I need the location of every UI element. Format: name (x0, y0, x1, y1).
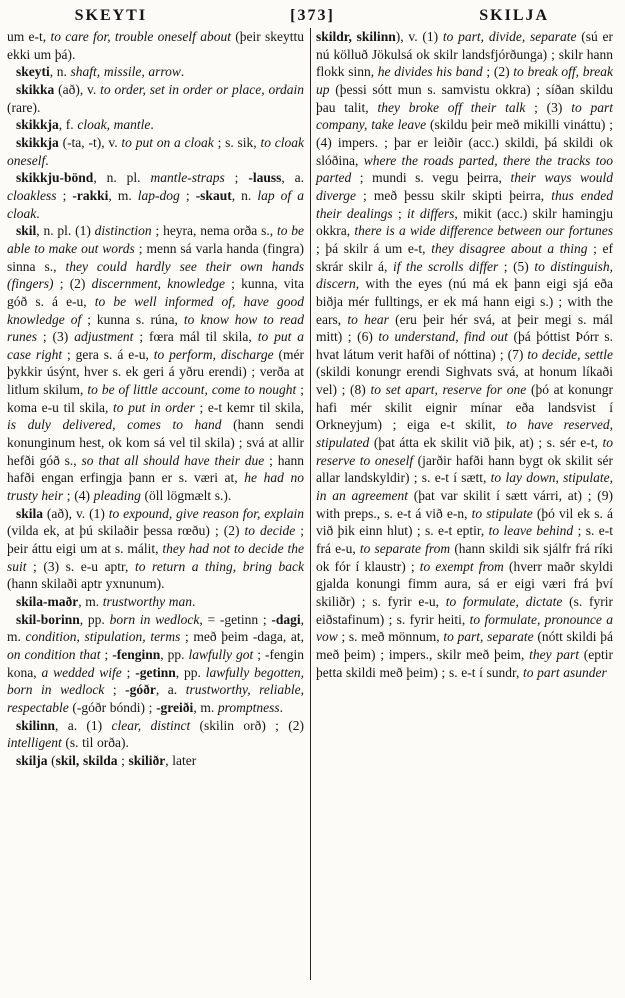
dictionary-entry: skikkja (-ta, -t), v. to put on a cloak ; s. sik, to cloak oneself. (7, 134, 304, 168)
left-column (7, 28, 304, 980)
column-divider (310, 28, 311, 980)
dictionary-entry: skeyti, n. shaft, missile, arrow. (16, 64, 185, 80)
header-right-word: SKILJA (479, 7, 550, 24)
entry-continuation: skildr, skilinn), v. (1) to part, divide, separate (sú er nú kölluð Jökulsá ok skilr landsfjórðunga) ; skilr hann flokk sinn, he divides his band ; (2) to break off, break up (þessi sótt mun s. samvistu okkra) ; síðan skildu þau talit, they broke off their talk ; (3) to part company, take leave (skildu þeir með mikilli vináttu) ; (4) impers. ; þar er leiðir (acc.) skildi, þá skildi ok slóðina, where the roads parted, there the tracks too parted ; mundi s. vegu þeirra, their ways would diverge ; með þessu skilr skipti þeirra, thus ended their dealings ; it differs, mikit (acc.) skilr hamingju okkra, there is a wide difference between our fortunes ; þá skilr á um e-t, they disagree about a thing ; ef skrár skilr á, if the scrolls differ ; (5) to distinguish, discern, with the eyes (nú má ek þann eigi sjá eða biðja mér fulltings, er ek má hann eigi s.) ; with the ears, to hear (eru þeir hér svá, at þeir megi s. mál mitt) ; (6) to understand, find out (þá þóttist Þórr s. hvat látum verit hafði of nóttina) ; (7) to decide, settle (skildi konungr erendi Sighvats svá, at honum líkaði vel) ; (8) to set apart, reserve for one (þó at konungr hafi mér skilit eignir mínar eða landsvist í Orkneyjum) ; eiga e-t skilit, to have reserved, stipulated (þat átta ek skilit við þik, at) ; s. sér e-t, to reserve to oneself (jarðir hafði hann bygt ok skilit sér allar landskyldir) ; s. e-t í sætt, to lay down, stipulate, in an agreement (þat var skilit í sætt várri, at) ; (9) with preps., s. e-t á við e-n, to stipulate (þó vil ek s. á við þik einn hlut) ; s. e-t eptir, to leave behind ; s. e-t frá e-u, to separate from (hann skildi sik sjálfr frá ríki ok fór í klaustr) ; to exempt from (hverr maðr skyldi gjalda konungi fimm aura, sá er eigi væri frá því skiliðr) ; s. fyrir e-u, to formulate, dictate (s. fyrir eiðstafinum) ; s. fyrir heiti, to formulate, pronounce a vow ; s. með mönnum, to part, separate (nótt skildi þá með þeim) ; impers., skilr með þeim, they part (eptir þetta skildi með þeim) ; s. e-t í sundr, to part asunder (316, 29, 614, 680)
dictionary-entry: skikka (að), v. to order, set in order or place, ordain (rare). (7, 81, 304, 115)
header-left-word: SKEYTI (74, 7, 148, 24)
right-column (316, 28, 613, 980)
dictionary-entry: skikkju-bönd, n. pl. mantle-straps ; -lauss, a. cloakless ; -rakki, m. lap-dog ; -skaut, n. lap of a cloak. (7, 170, 305, 221)
dictionary-entry: skila-maðr, m. trustworthy man. (16, 594, 196, 609)
text-columns (0, 28, 625, 980)
dictionary-entry: skila (að), v. (1) to expound, give reason for, explain (vilda ek, at þú skilaðir þessa rœðu) ; (2) to decide ; þeir áttu eigi um at s. málit, they had not to decide the suit ; (3) s. e-u aptr, to return a thing, bring back (hann skilaði aptr yxnunum). (7, 505, 305, 592)
dictionary-entry: skilinn, a. (1) clear, distinct (skilin orð) ; (2) intelligent (s. til orða). (7, 717, 304, 751)
dictionary-entry: skikkja, f. cloak, mantle. (16, 117, 154, 133)
dictionary-entry: skilja (skil, skilda ; skiliðr, later (16, 752, 197, 768)
dictionary-entry: skil-borinn, pp. born in wedlock, = -getinn ; -dagi, m. condition, stipulation, terms ; með þeim -daga, at, on condition that ; -fenginn, pp. lawfully got ; -fengin kona, a wedded wife ; -getinn, pp. lawfully begotten, born in wedlock ; -góðr, a. trustworthy, reliable, respectable (-góðr bóndi) ; -greiði, m. promptness. (7, 611, 305, 715)
entry-continuation: um e-t, to care for, trouble oneself about (þeir skeyttu ekki um þá). (7, 29, 304, 62)
dictionary-entry: skil, n. pl. (1) distinction ; heyra, nema orða s., to be able to make out words ; menn sá varla handa (fingra) sinna s., they could hardly see their own hands (fingers) ; (2) discernment, knowledge ; kunna, vita góð s. á e-u, to be well informed of, have good knowledge of ; kunna s. rúna, to know how to read runes ; (3) adjustment ; fœra mál til skila, to put a case right ; gera s. á e-u, to perform, discharge (mér þykkir úsýnt, hver s. ek geri á yðru erendi) ; verða at litlum skilum, to be of little account, come to nought ; koma e-u til skila, to put in order ; e-t kemr til skila, is duly delivered, comes to hand (hann sendi konunginum hest, ok kom sá vel til skila) ; svá at allir hefði góð s., so that all should have their due ; hann hafði engan erfingja þann er s. væri at, he had no trusty heir ; (4) pleading (öll lögmælt s.). (7, 223, 305, 504)
page-header (0, 0, 625, 28)
page-number: [373] (290, 7, 335, 24)
